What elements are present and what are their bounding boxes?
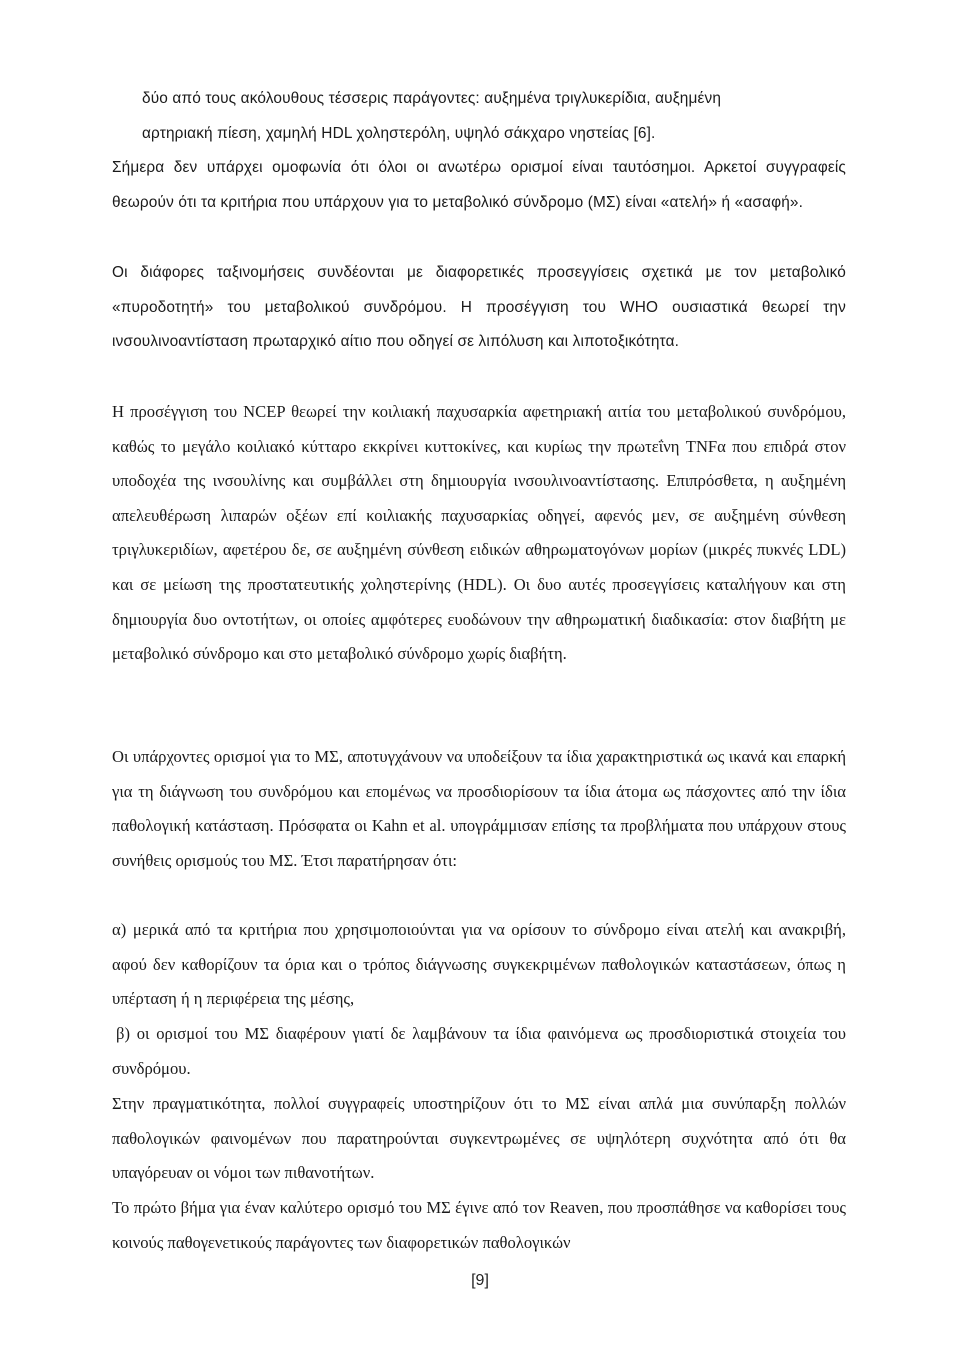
list-item-text: β) οι ορισμοί του ΜΣ διαφέρουν γιατί δε λαμβάνουν τα ίδια φαινόμενα ως προσδιοριστικά στοιχεία του συνδρόμου.	[112, 1024, 846, 1078]
paragraph-line: δύο από τους ακόλουθους τέσσερις παράγοντες: αυξημένα τριγλυκερίδια, αυξημένη	[142, 90, 722, 107]
paragraph-line: αρτηριακή πίεση, χαμηλή HDL χοληστερόλη, υψηλό σάκχαρο νηστείας [6].	[142, 124, 656, 142]
list-item	[112, 913, 846, 1017]
list-item-text: α) μερικά από τα κριτήρια που χρησιμοποιούνται για να ορίσουν το σύνδρομο είναι ατελή και ανακριβή, αφού δεν καθορίζουν τα όρια και ο τρόπος διάγνωσης συγκεκριμένων παθολογικών καταστάσεων, όπως η υπέρταση ή η περιφέρεια της μέσης,	[112, 920, 846, 1009]
paragraph	[112, 151, 846, 220]
list-item	[112, 1017, 846, 1086]
paragraph-continuation	[112, 82, 846, 151]
paragraph-text: Στην πραγματικότητα, πολλοί συγγραφείς υποστηρίζουν ότι το ΜΣ είναι απλά μια συνύπαρξη πολλών παθολογικών φαινομένων που παρατηρούνται συγκεντρωμένες σε υψηλότερη συχνότητα από ότι θα υπαγόρευαν οι νόμοι των πιθανοτήτων.	[112, 1094, 846, 1183]
paragraph	[112, 1087, 846, 1191]
paragraph-text: Το πρώτο βήμα για έναν καλύτερο ορισμό του ΜΣ έγινε από τον Reaven, που προσπάθησε να καθορίσει τους κοινούς παθογενετικούς παράγοντες των διαφορετικών παθολογικών	[112, 1198, 846, 1252]
paragraph-text: Οι υπάρχοντες ορισμοί για το ΜΣ, αποτυγχάνουν να υποδείξουν τα ίδια χαρακτηριστικά ως ικανά και επαρκή για τη διάγνωση του συνδρόμου και επομένως να προσδιορίσουν τα ίδια άτομα ως πάσχοντες από την ίδια παθολογική κατάσταση. Πρόσφατα οι Kahn et al. υπογράμμισαν επίσης τα προβλήματα που υπάρχουν στους συνήθεις ορισμούς του ΜΣ. Έτσι παρατήρησαν ότι:	[112, 747, 846, 870]
paragraph	[112, 740, 846, 878]
page-number: [9]	[471, 1272, 489, 1289]
paragraph-text: Οι διάφορες ταξινομήσεις συνδέονται με διαφορετικές προσεγγίσεις σχετικά με τον μεταβολικό «πυροδοτητή» του μεταβολικού συνδρόμου. Η προσέγγιση του WHO ουσιαστικά θεωρεί την ινσουλινοαντίσταση πρωταρχικό αίτιο που οδηγεί σε λιπόλυση και λιποτοξικότητα.	[112, 264, 846, 351]
paragraph	[112, 1191, 846, 1260]
paragraph-text: Η προσέγγιση του NCEP θεωρεί την κοιλιακή παχυσαρκία αφετηριακή αιτία του μεταβολικού συνδρόμου, καθώς το μεγάλο κοιλιακό κύτταρο εκκρίνει κυττοκίνες, και κυρίως την πρωτεΐνη TNFα που επιδρά στον υποδοχέα της ινσουλίνης και συμβάλλει στη δημιουργία ινσουλινοαντίστασης. Επιπρόσθετα, η αυξημένη απελευθέρωση λιπαρών οξέων επί κοιλιακής παχυσαρκίας οδηγεί, αφενός μεν, σε αυξημένη σύνθεση τριγλυκεριδίων, αφετέρου δε, σε αυξημένη σύνθεση ειδικών αθηρωματογόνων μορίων (μικρές πυκνές LDL) και σε μείωση της προστατευτικής χοληστερίνης (HDL). Οι δυο αυτές προσεγγίσεις καταλήγουν και στη δημιουργία δυο οντοτήτων, οι οποίες αμφότερες ευοδώνουν την αθηρωματική διαδικασία: στον διαβήτη με μεταβολικό σύνδρομο και στο μεταβολικό σύνδρομο χωρίς διαβήτη.	[112, 402, 846, 664]
paragraph-text: Σήμερα δεν υπάρχει ομοφωνία ότι όλοι οι ανωτέρω ορισμοί είναι ταυτόσημοι. Αρκετοί συγγραφείς θεωρούν ότι τα κριτήρια που υπάρχουν για το μεταβολικό σύνδρομο (ΜΣ) είναι «ατελή» ή «ασαφή».	[112, 159, 846, 211]
paragraph	[112, 256, 846, 360]
paragraph	[112, 395, 846, 672]
